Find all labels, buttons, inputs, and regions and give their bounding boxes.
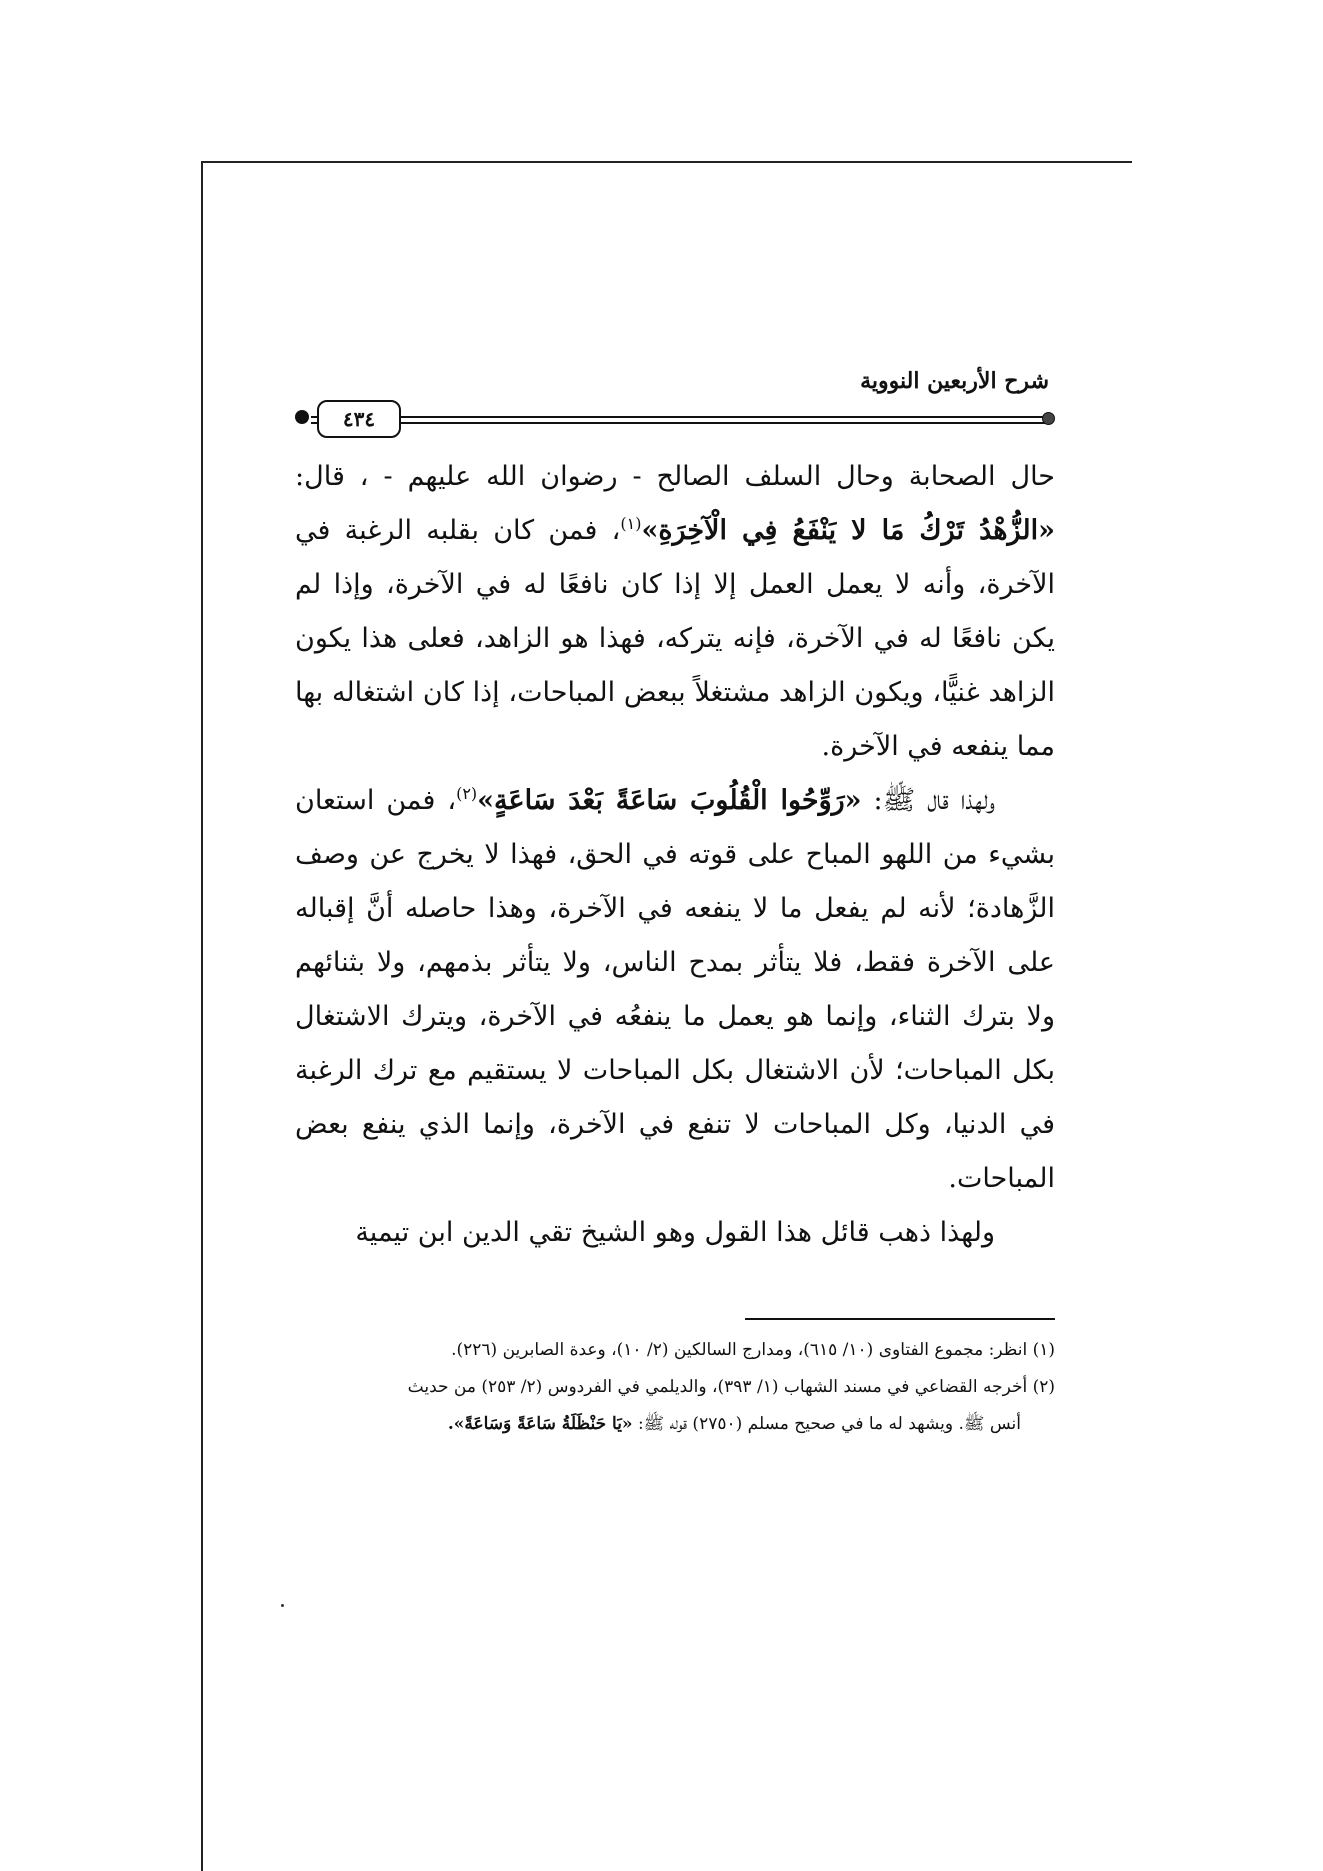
paragraph-1-intro: حال الصحابة وحال السلف الصالح - رضوان الله عليهم - ، قال: [295,461,1055,492]
footnote-2-quote: «يَا حَنْظَلَةُ سَاعَةً وَسَاعَةً». [447,1414,633,1434]
scan-border-top [203,161,1132,163]
hadith-quote-1: «الزُّهْدُ تَرْكُ مَا لا يَنْفَعُ فِي الْآخِرَةِ» [641,515,1055,546]
book-title: شرح الأربعين النووية [860,368,1049,394]
hadith-quote-2: «رَوِّحُوا الْقُلُوبَ سَاعَةً بَعْدَ سَاعَةٍ» [477,785,862,816]
paragraph-2-intro: ولهذا قال ﷺ: [861,785,995,816]
paragraph-1-rest: ، فمن كان بقلبه الرغبة في الآخرة، وأنه لا يعمل العمل إلا إذا كان نافعًا له في الآخرة، وإذا لم يكن نافعًا له في الآخرة، فإنه يتركه، فهذا هو الزاهد، فعلى هذا يكون الزاهد غنيًّا، ويكون الزاهد مشتغلاً ببعض المباحات، إذا كان اشتغاله بها مما ينفعه في الآخرة. [295,515,1055,762]
footnote-2-text: أنس ﷺ. ويشهد له ما في صحيح مسلم (٢٧٥٠) قوله ﷺ: [632,1414,1021,1434]
footnote-separator [745,1318,1055,1320]
footnote-2-line-1: (٢) أخرجه القضاعي في مسند الشهاب (١/ ٣٩٣)، والديلمي في الفردوس (٢/ ٢٥٣) من حديث [407,1377,1055,1397]
page-number: ٤٣٤ [317,400,401,438]
paragraph-3 [295,1206,1055,1260]
book-page [295,364,1055,1443]
footnotes [295,1332,1055,1443]
scan-speck [281,1604,284,1607]
footnote-1: (١) انظر: مجموع الفتاوى (١٠/ ٦١٥)، ومدارج السالكين (٢/ ١٠)، وعدة الصابرين (٢٢٦). [451,1340,1055,1360]
paragraph-3-text: ولهذا ذهب قائل هذا القول وهو الشيخ تقي الدين ابن تيمية [355,1217,995,1248]
paragraph-2 [295,774,1055,1206]
paragraph-1 [295,450,1055,774]
header-rule [311,416,1045,424]
footnote-ref-2: (٢) [456,784,478,803]
footnote-2-line-2 [295,1406,1055,1443]
paragraph-2-rest: ، فمن استعان بشيء من اللهو المباح على قوته في الحق، فهذا لا يخرج عن وصف الزَّهادة؛ لأنه لم يفعل ما لا ينفعه في الآخرة، وهذا حاصله أنَّ إقباله على الآخرة فقط، فلا يتأثر بمدح الناس، ولا يتأثر بذمهم، ولا بثنائهم ولا بترك الثناء، وإنما هو يعمل ما ينفعُه في الآخرة، ويترك الاشتغال بكل المباحات؛ لأن الاشتغال بكل المباحات لا يستقيم مع ترك الرغبة في الدنيا، وكل المباحات لا تنفع في الآخرة، وإنما الذي ينفع بعض المباحات. [295,785,1055,1194]
ornament-dot-left [295,410,309,424]
ornament-dot-right [1042,412,1055,425]
scan-border-left [201,161,203,1871]
running-head [295,364,1055,434]
footnote-ref-1: (١) [620,514,642,533]
main-text [295,450,1055,1260]
